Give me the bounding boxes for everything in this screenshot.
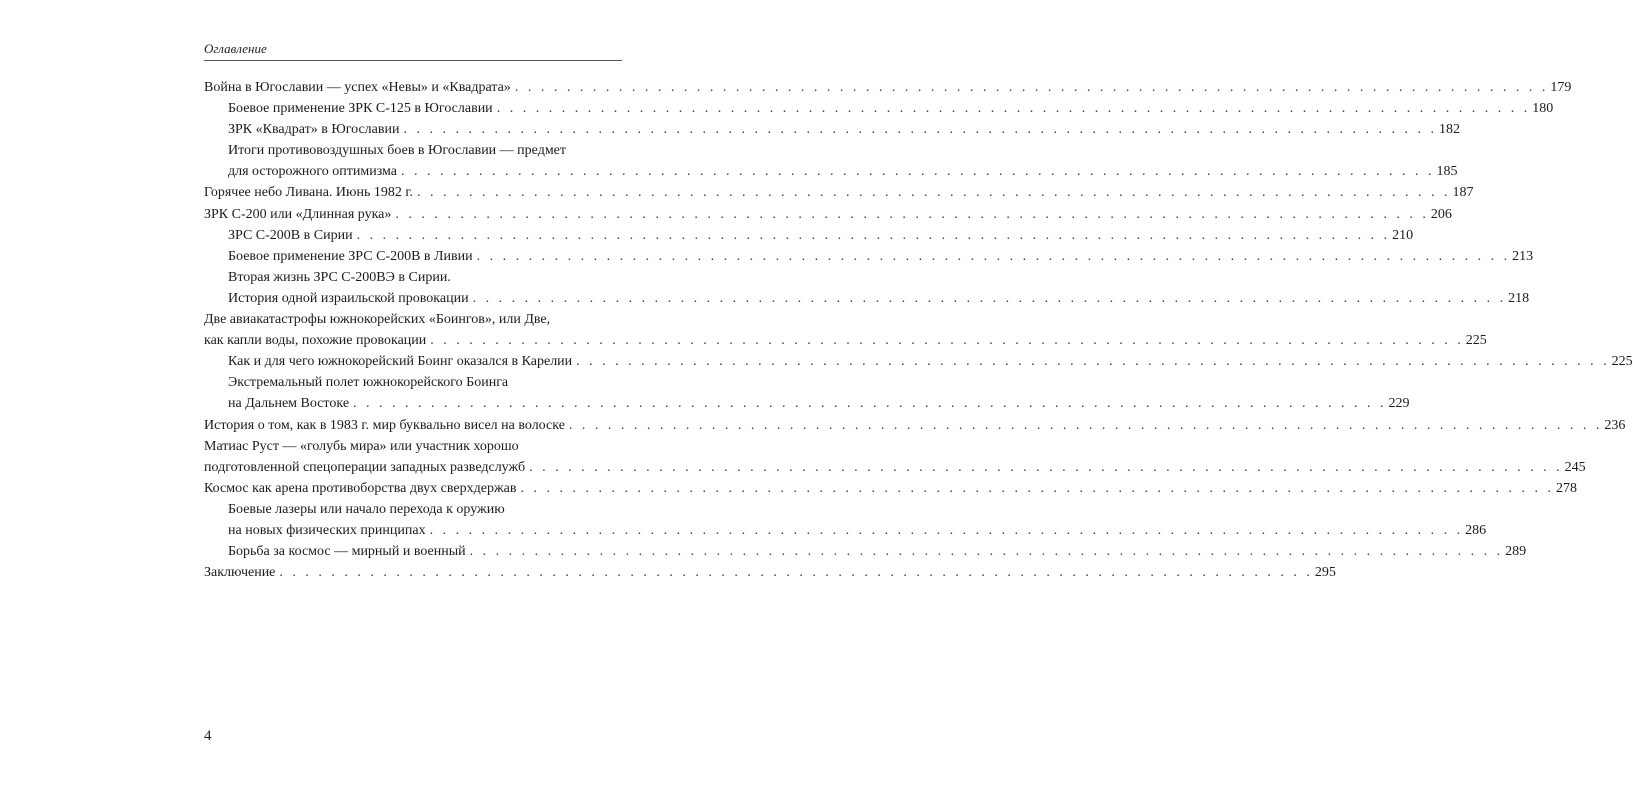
toc-entry-row [228,393,1410,414]
toc-page-number: 289 [1505,544,1527,560]
dot-leader: . . . . . . . . . . . . . . . . . . . . . . . . . . . . . . . . . . . . . . . . . . . . . . . . . . . . . . . . . . . . . . . . . . . . . . . . . . . . . . . . [520,480,1554,496]
toc-page-number: 180 [1532,101,1554,117]
dot-leader: . . . . . . . . . . . . . . . . . . . . . . . . . . . . . . . . . . . . . . . . . . . . . . . . . . . . . . . . . . . . . . . . . . . . . . . . . . . . . . . . [430,333,1464,349]
toc-entry-row [228,288,1530,309]
header-rule [204,60,622,61]
toc-entry-title-line: на Дальнем Востоке [228,396,350,412]
page-number: 4 [204,728,212,744]
toc-entry-row [204,182,1474,203]
toc-entry [204,182,1474,203]
toc-entry-title-line: Матиас Руст — «голубь мира» или участник хорошо [204,438,519,454]
toc-entry-row [228,98,1554,119]
toc-entry [204,351,1633,372]
toc-entry-row [204,415,1626,436]
toc-page-number: 245 [1564,459,1586,475]
toc-entry [204,98,1554,119]
toc-entry [204,246,1534,267]
toc-entry-title-line: Вторая жизнь ЗРС С-200ВЭ в Сирии. [228,269,451,285]
toc-entry [204,119,1460,140]
toc-entry-row [204,457,1586,478]
toc-page-number: 278 [1555,480,1577,496]
toc-entry-title-line: Как и для чего южнокорейский Боинг оказался в Карелии [228,354,573,370]
toc-entry [204,225,1414,246]
dot-leader: . . . . . . . . . . . . . . . . . . . . . . . . . . . . . . . . . . . . . . . . . . . . . . . . . . . . . . . . . . . . . . . . . . . . . . . . . . . . . . . . [469,544,1504,560]
toc-entry-row [204,562,1336,583]
toc-entry [204,372,1410,414]
toc-entry-title-line: для осторожного оптимизма [228,164,398,180]
toc-page-number: 210 [1392,227,1414,243]
toc-entry-title-line: как капли воды, похожие провокации [204,333,427,349]
toc-entry-title-line: Итоги противовоздушных боев в Югославии — предмет [228,143,567,159]
dot-leader: . . . . . . . . . . . . . . . . . . . . . . . . . . . . . . . . . . . . . . . . . . . . . . . . . . . . . . . . . . . . . . . . . . . . . . . . . . . . . . . . [279,565,1313,581]
toc-entry-title-line: Боевое применение ЗРС С-200В в Ливии [228,248,473,264]
toc-entry [204,541,1527,562]
table-of-contents [204,77,1633,583]
toc-page-number: 225 [1465,333,1487,349]
toc-entry-row [228,246,1534,267]
toc-entry-title-line: Экстремальный полет южнокорейского Боинга [228,375,509,391]
toc-entry-title-line: Две авиакатастрофы южнокорейских «Боингов», или Две, [204,312,551,328]
toc-page-number: 213 [1512,248,1534,264]
toc-entry-title-line: Горячее небо Ливана. Июнь 1982 г. [204,185,414,201]
toc-entry-title-line: на новых физических принципах [228,522,426,538]
toc-entry-title-line: ЗРС С-200В в Сирии [228,227,353,243]
toc-entry [204,415,1626,436]
toc-entry-title-line: Боевое применение ЗРК С-125 в Югославии [228,101,493,117]
toc-entry [204,436,1586,478]
toc-page-number: 295 [1314,565,1336,581]
dot-leader: . . . . . . . . . . . . . . . . . . . . . . . . . . . . . . . . . . . . . . . . . . . . . . . . . . . . . . . . . . . . . . . . . . . . . . . . . . . . . . . . [353,396,1387,412]
dot-leader: . . . . . . . . . . . . . . . . . . . . . . . . . . . . . . . . . . . . . . . . . . . . . . . . . . . . . . . . . . . . . . . . . . . . . . . . . . . . . . . . [476,248,1511,264]
toc-entry-title-line: Заключение [204,565,276,581]
toc-entry-title-line: ЗРК «Квадрат» в Югославии [228,122,400,138]
toc-page-number: 229 [1388,396,1410,412]
running-header: Оглавление [204,41,267,56]
dot-leader: . . . . . . . . . . . . . . . . . . . . . . . . . . . . . . . . . . . . . . . . . . . . . . . . . . . . . . . . . . . . . . . . . . . . . . . . . . . . . . . . [417,185,1451,201]
toc-entry-row [228,161,1458,182]
toc-entry [204,140,1458,182]
dot-leader: . . . . . . . . . . . . . . . . . . . . . . . . . . . . . . . . . . . . . . . . . . . . . . . . . . . . . . . . . . . . . . . . . . . . . . . . . . . . . . . . [576,354,1610,370]
dot-leader: . . . . . . . . . . . . . . . . . . . . . . . . . . . . . . . . . . . . . . . . . . . . . . . . . . . . . . . . . . . . . . . . . . . . . . . . . . . . . . . . [403,122,1437,138]
dot-leader: . . . . . . . . . . . . . . . . . . . . . . . . . . . . . . . . . . . . . . . . . . . . . . . . . . . . . . . . . . . . . . . . . . . . . . . . . . . . . . . . [514,80,1549,95]
toc-entry-row [228,119,1460,140]
toc-page-number: 218 [1508,290,1530,306]
toc-entry [204,499,1487,541]
toc-entry-row [228,225,1414,246]
toc-entry-title-line: подготовленной спецоперации западных разведслужб [204,459,526,475]
toc-entry [204,204,1452,225]
dot-leader: . . . . . . . . . . . . . . . . . . . . . . . . . . . . . . . . . . . . . . . . . . . . . . . . . . . . . . . . . . . . . . . . . . . . . . . . . . . . . . . . [496,101,1531,117]
toc-entry [204,77,1572,98]
toc-entry-title-line: Космос как арена противоборства двух сверхдержав [204,480,517,496]
toc-entry-row [204,478,1577,499]
dot-leader: . . . . . . . . . . . . . . . . . . . . . . . . . . . . . . . . . . . . . . . . . . . . . . . . . . . . . . . . . . . . . . . . . . . . . . . . . . . . . . . . [472,290,1507,306]
toc-entry-row [228,541,1527,562]
toc-entry-row [204,77,1572,98]
toc-entry [204,267,1530,309]
toc-page-number: 185 [1436,164,1458,180]
dot-leader: . . . . . . . . . . . . . . . . . . . . . . . . . . . . . . . . . . . . . . . . . . . . . . . . . . . . . . . . . . . . . . . . . . . . . . . . . . . . . . . . [395,206,1429,222]
dot-leader: . . . . . . . . . . . . . . . . . . . . . . . . . . . . . . . . . . . . . . . . . . . . . . . . . . . . . . . . . . . . . . . . . . . . . . . . . . . . . . . . [529,459,1563,475]
dot-leader: . . . . . . . . . . . . . . . . . . . . . . . . . . . . . . . . . . . . . . . . . . . . . . . . . . . . . . . . . . . . . . . . . . . . . . . . . . . . . . . . [429,522,1464,538]
toc-page-number: 182 [1438,122,1460,138]
toc-entry-title-line: История о том, как в 1983 г. мир буквально висел на волоске [204,417,565,433]
toc-page-number: 187 [1452,185,1474,201]
dot-leader: . . . . . . . . . . . . . . . . . . . . . . . . . . . . . . . . . . . . . . . . . . . . . . . . . . . . . . . . . . . . . . . . . . . . . . . . . . . . . . . . [401,164,1435,180]
toc-entry-title-line: Боевые лазеры или начало перехода к оружию [228,501,505,517]
dot-leader: . . . . . . . . . . . . . . . . . . . . . . . . . . . . . . . . . . . . . . . . . . . . . . . . . . . . . . . . . . . . . . . . . . . . . . . . . . . . . . . . [356,227,1391,243]
toc-entry-row [204,330,1487,351]
toc-page-number: 286 [1465,522,1487,538]
toc-page-number: 179 [1550,80,1572,95]
toc-page-number: 225 [1611,354,1633,370]
toc-entry [204,478,1577,499]
toc-entry-title-line: Война в Югославии — успех «Невы» и «Квадрата» [204,80,511,95]
toc-entry-title-line: История одной израильской провокации [228,290,469,306]
toc-page-number: 236 [1604,417,1626,433]
toc-entry-title-line: Борьба за космос — мирный и военный [228,544,466,560]
toc-page-number: 206 [1430,206,1452,222]
toc-entry-title-line: ЗРК С-200 или «Длинная рука» [204,206,392,222]
toc-entry-row [228,520,1487,541]
dot-leader: . . . . . . . . . . . . . . . . . . . . . . . . . . . . . . . . . . . . . . . . . . . . . . . . . . . . . . . . . . . . . . . . . . . . . . . . . . . . . . . . [568,417,1603,433]
toc-entry-row [228,351,1633,372]
toc-entry [204,562,1336,583]
toc-entry-row [204,204,1452,225]
toc-entry [204,309,1487,351]
